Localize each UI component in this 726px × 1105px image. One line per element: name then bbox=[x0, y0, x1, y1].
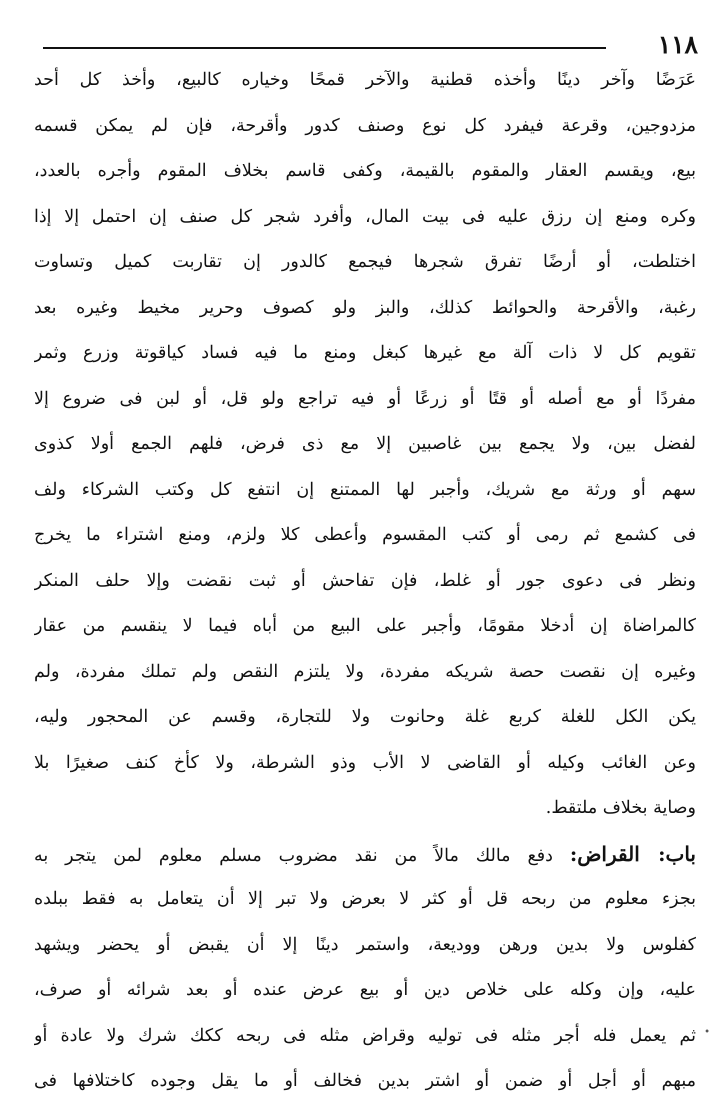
line-text: وغيره إن نقصت حصة شريكه مفردة، ولا يلتزم النقص ولم تملك مفردة، ولم bbox=[34, 661, 696, 682]
line-text: عليه، وإن وكله على خلاص دين أو بيع عرض عنده أو بعد شرائه أو صرف، bbox=[34, 980, 696, 1000]
section-heading: باب: القراض: bbox=[569, 841, 696, 866]
line-text: ونظر فى دعوى جور أو غلط، فإن تفاحش أو ثبت نقضت وإلا حلف المنكر bbox=[34, 570, 696, 591]
text-line bbox=[34, 695, 696, 741]
line-text: تقويم كل لا ذات آلة مع غيرها كبغل ومنع ما فيه فساد كياقوتة وزرع وثمر bbox=[34, 343, 696, 363]
line-text: كالمراضاة إن أدخلا مقومًا، وأجبر على البيع من أباه فيما لا ينقسم من عقار bbox=[34, 616, 696, 636]
text-line bbox=[34, 741, 696, 787]
line-text: وكره ومنع إن رزق عليه فى بيت المال، وأفرد شجر كل صنف إن احتمل إلا إذا bbox=[34, 206, 696, 227]
text-line bbox=[34, 559, 696, 605]
text-line bbox=[34, 286, 696, 332]
line-text: اختلطت، أو أرضًا تفرق شجرها فيجمع كالدور إن تقاربت كميل وتساوت bbox=[34, 252, 696, 272]
page-number: ١١٨ bbox=[657, 30, 698, 59]
text-line bbox=[34, 240, 696, 286]
line-text: رغبة، والأقرحة والحوائط كذلك، والبز ولو كصوف وحرير مخيط وغيره بعد bbox=[34, 297, 696, 318]
text-line bbox=[34, 1014, 696, 1060]
text-line bbox=[34, 149, 696, 195]
text-line bbox=[34, 331, 696, 377]
line-text: بجزء معلوم من ربحه قل أو كثر لا بعرض ولا تبر إلا أن يتعامل به فقط ببلده bbox=[34, 889, 696, 909]
text-line bbox=[34, 877, 696, 923]
line-text: يكن الكل للغلة كربع غلة وحانوت ولا للتجارة، وقسم عن المحجور وليه، bbox=[34, 707, 696, 727]
line-text: وصاية بخلاف ملتقط. bbox=[545, 798, 696, 818]
corner-mark: • bbox=[704, 1027, 710, 1038]
text-line bbox=[34, 786, 696, 832]
text-line bbox=[34, 377, 696, 423]
line-text: سهم أو ورثة مع شريك، وأجبر لها الممتنع إن انتفع كل وكتب الشركاء ولف bbox=[34, 479, 696, 500]
text-line bbox=[34, 923, 696, 969]
line-text: بيع، ويقسم العقار والمقوم بالقيمة، وكفى قاسم بخلاف المقوم وأجره بالعدد، bbox=[34, 161, 696, 181]
text-line bbox=[34, 1059, 696, 1105]
text-line bbox=[34, 604, 696, 650]
text-line bbox=[34, 468, 696, 514]
line-text: ثم يعمل فله أجر مثله فى توليه وقراض مثله فى ربحه ككك شرك ولا عادة أو bbox=[34, 1025, 696, 1046]
line-text: عَرَضًا وآخر دينًا وأخذه قطنية والآخر قمحًا وخياره كالبيع، وأخذ كل أحد bbox=[34, 70, 696, 90]
line-text: فى كشمع ثم رمى أو كتب المقسوم وأعطى كلا ولزم، ومنع اشتراء ما يخرج bbox=[34, 525, 696, 545]
text-line bbox=[34, 58, 696, 104]
header-rule bbox=[43, 47, 606, 49]
text-line bbox=[34, 422, 696, 468]
line-text: مزدوجين، وقرعة فيفرد كل نوع وصنف كدور وأقرحة، فإن لم يمكن قسمه bbox=[34, 115, 696, 136]
body-text bbox=[34, 58, 696, 1105]
text-line bbox=[34, 513, 696, 559]
text-line bbox=[34, 832, 696, 878]
line-text: كفلوس ولا بدين ورهن ووديعة، واستمر دينًا إلا أن يقبض أو يحضر ويشهد bbox=[34, 934, 696, 955]
line-text: مفردًا أو مع أصله أو قتًا أو زرعًا أو فيه تراجع ولو قل، أو لبن فى ضروع إلا bbox=[34, 388, 696, 409]
text-line bbox=[34, 650, 696, 696]
line-text: وعن الغائب وكيله أو القاضى لا الأب وذو الشرطة، ولا كأخ كنف صغيرًا بلا bbox=[34, 752, 696, 773]
text-line bbox=[34, 195, 696, 241]
text-line bbox=[34, 104, 696, 150]
line-text: دفع مالك مالاً من نقد مضروب مسلم معلوم لمن يتجر به bbox=[34, 845, 553, 866]
line-text: لفضل بين، ولا يجمع بين غاصبين إلا مع ذى فرض، فلهم الجمع أولا كذوى bbox=[34, 434, 696, 454]
line-text: مبهم أو أجل أو ضمن أو اشتر بدين فخالف أو ما يقل وجوده كاختلافها فى bbox=[34, 1071, 696, 1091]
text-line bbox=[34, 968, 696, 1014]
